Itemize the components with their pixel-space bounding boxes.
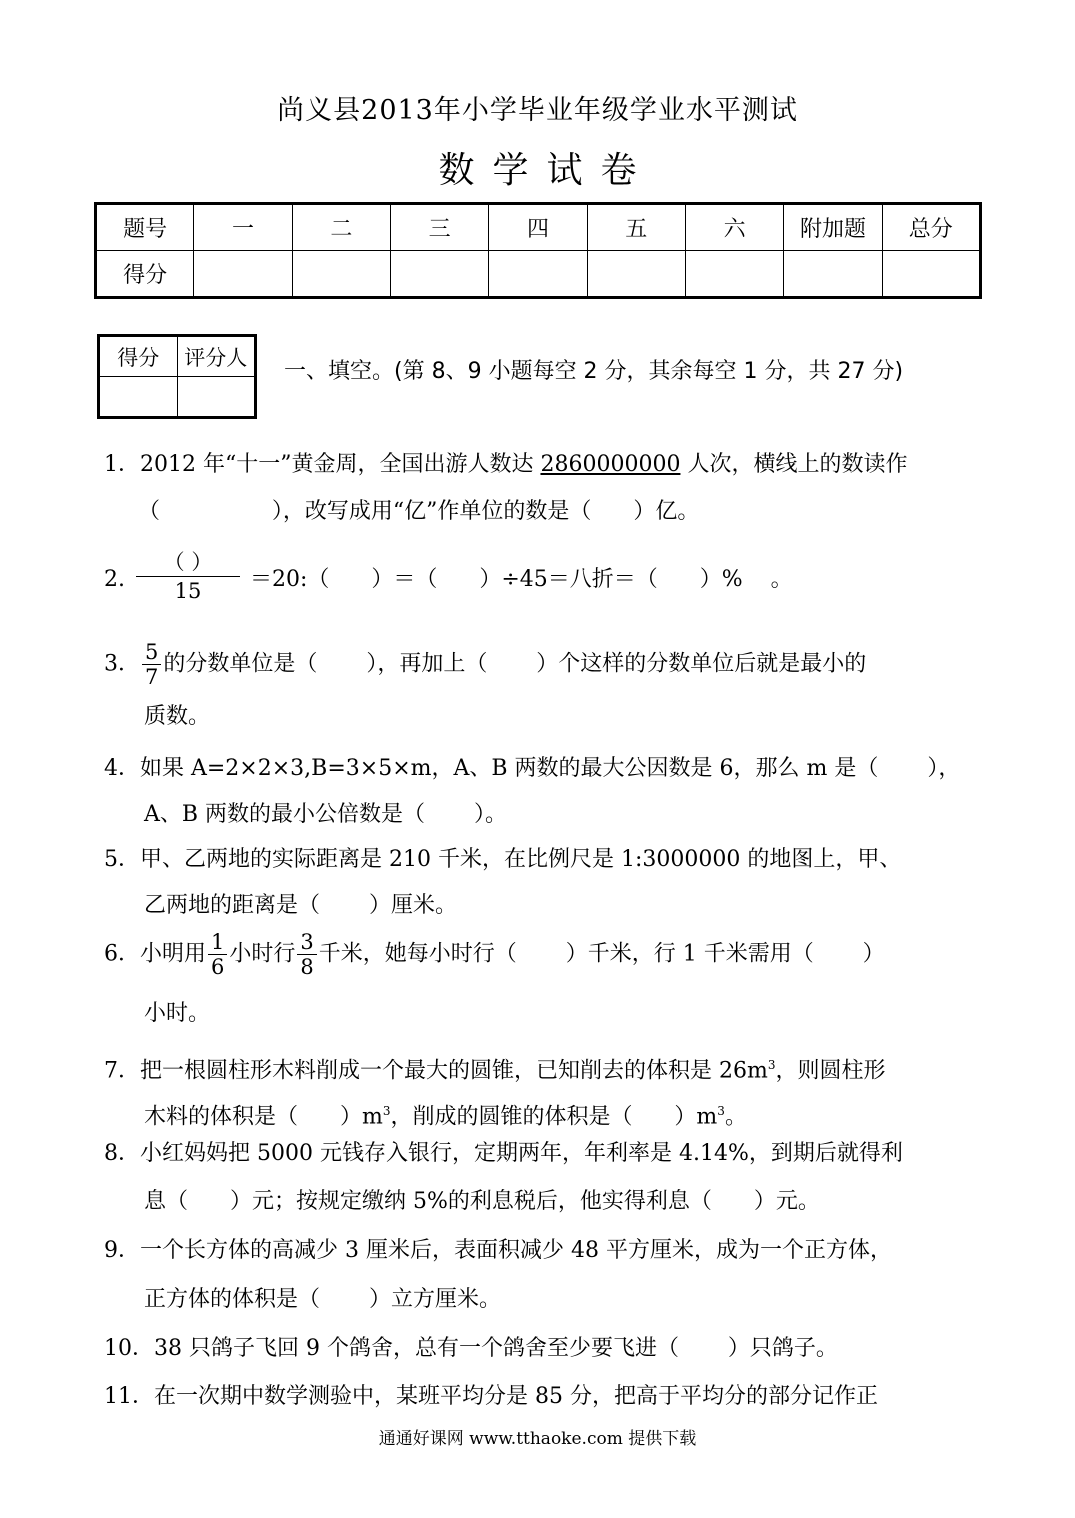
score-table-cell: 二 [292,204,390,251]
fraction: $\frac{3}{8}$ [297,930,316,979]
score-table-cell: 四 [489,204,587,251]
grader-box-score-entry[interactable] [99,377,178,418]
question-3-line-2: 质数。 [144,704,211,729]
question-1-line-1: 1．2012 年“十一”黄金周，全国出游人数达 2860000000 人次，横线上的数读作 [104,452,908,477]
score-entry-cell[interactable] [390,251,488,298]
score-entry-cell[interactable] [685,251,783,298]
score-entry-cell[interactable] [882,251,980,298]
question-4-line-1: 4．如果 A=2×2×3,B=3×5×m，A、B 两数的最大公因数是 6，那么 m 是（ ）， [104,756,961,781]
score-entry-cell[interactable] [489,251,587,298]
score-table-cell: 附加题 [784,204,882,251]
footer-text: 通通好课网 www.tthaoke.com 提供下载 [378,1429,697,1449]
fraction: $\frac{5}{7}$ [142,640,161,689]
section-title: 一、填空。(第 8、9 小题每空 2 分，其余每空 1 分，共 27 分) [284,359,904,384]
question-2-text: ＝20:（ ）＝（ ）÷45＝八折＝（ ）% 。 [250,567,793,592]
grader-box-grader-entry[interactable] [177,377,256,418]
score-table-cell: 题号 [96,204,194,251]
exam-subtitle: 数学试卷 [438,150,655,191]
question-6-line-1: 6．小明用 $\frac{1}{6}$ 小时行 $\frac{3}{8}$ 千米，她每小时行（ ）千米，行 1 千米需用（ ） [104,930,885,979]
question-7-line-1: 7．把一根圆柱形木料削成一个最大的圆锥，已知削去的体积是 $26m^3$，则圆柱形 [104,1058,886,1084]
grader-box-grader-label: 评分人 [177,336,256,377]
question-8-line-2: 息（ ）元；按规定缴纳 5%的利息税后，他实得利息（ ）元。 [144,1189,820,1214]
underlined-number: 2860000000 [540,452,681,477]
question-9-line-1: 9．一个长方体的高减少 3 厘米后，表面积减少 48 平方厘米，成为一个正方体， [104,1238,892,1263]
grader-box-score-label: 得分 [99,336,178,377]
question-5-line-2: 乙两地的距离是（ ）厘米。 [144,893,457,918]
grader-box [97,334,257,419]
score-entry-cell[interactable] [292,251,390,298]
score-table-cell: 六 [685,204,783,251]
question-7-line-2: 木料的体积是（ ）$m^3$，削成的圆锥的体积是（ ）$m^3$。 [144,1104,747,1130]
question-3-line-1: 3． $\frac{5}{7}$ 的分数单位是（ ），再加上（ ）个这样的分数单位后就是最小的 [104,640,867,689]
score-entry-cell[interactable] [194,251,292,298]
score-table-cell: 总分 [882,204,980,251]
fraction: $\frac{1}{6}$ [208,930,227,979]
score-table-cell: 三 [390,204,488,251]
question-10: 10．38 只鸽子飞回 9 个鸽舍，总有一个鸽舍至少要飞进（ ）只鸽子。 [104,1336,838,1361]
score-table-header-row [96,204,981,251]
question-1-line-2: （ ），改写成用“亿”作单位的数是（ ）亿。 [138,499,700,524]
score-table-cell: 五 [587,204,685,251]
score-table-cell: 一 [194,204,292,251]
score-table-cell: 得分 [96,251,194,298]
question-4-line-2: A、B 两数的最小公倍数是（ ）。 [144,802,508,827]
score-entry-cell[interactable] [587,251,685,298]
question-2-fraction: （ ） 15 [136,548,240,605]
exam-title: 尚义县2013年小学毕业年级学业水平测试 [277,95,798,126]
question-8-line-1: 8．小红妈妈把 5000 元钱存入银行，定期两年，年利率是 4.14%，到期后就得利 [104,1141,903,1166]
score-entry-cell[interactable] [784,251,882,298]
score-table [94,202,982,299]
question-5-line-1: 5．甲、乙两地的实际距离是 210 千米，在比例尺是 1:3000000 的地图上，甲、 [104,847,902,872]
question-9-line-2: 正方体的体积是（ ）立方厘米。 [144,1287,501,1312]
question-11-line-1: 11．在一次期中数学测验中，某班平均分是 85 分，把高于平均分的部分记作正 [104,1384,878,1409]
question-6-line-2: 小时。 [144,1001,211,1026]
question-2-number: 2. [104,567,125,592]
score-table-score-row [96,251,981,298]
